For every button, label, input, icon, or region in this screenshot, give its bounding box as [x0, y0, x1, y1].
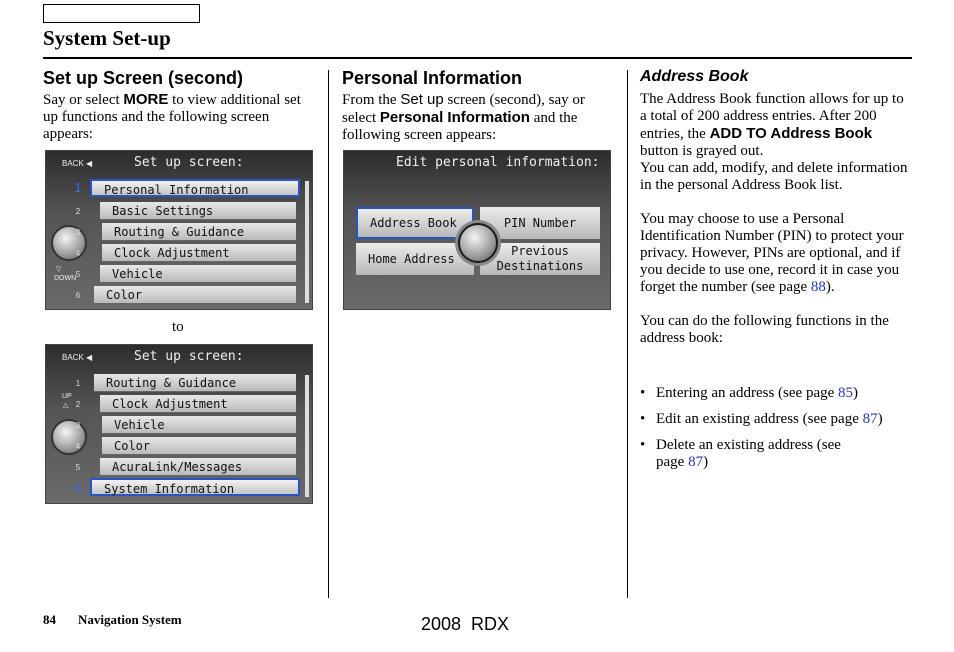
address-book-paragraph-2: You can add, modify, and delete information in the personal Address Book list. [640, 160, 908, 193]
row-number: 2 [75, 400, 81, 409]
up-arrow-icon: △ [63, 402, 69, 409]
back-label[interactable]: BACK ◀ [62, 159, 93, 168]
address-book-button[interactable]: Address Book [356, 207, 474, 239]
row-number: 6 [75, 291, 81, 300]
setup-screen-first [45, 150, 313, 310]
menu-item-clock-adjustment[interactable]: Clock Adjustment [102, 244, 296, 262]
personal-info-intro-text: From the Set up screen (second), say or select Personal Information and the following screen appears: [342, 91, 585, 143]
row-number: 3 [75, 421, 81, 430]
row-number: 5 [75, 463, 81, 472]
functions-paragraph: You can do the following functions in the address book: [640, 313, 889, 346]
pin-paragraph: You may choose to use a Personal Identification Number (PIN) to protect your privacy. However, PINs are optional, and if you decide to use one, record it in case you forget the number (see page 88). [640, 211, 904, 295]
column-divider-2 [627, 70, 628, 598]
page-link-87[interactable]: 87 [688, 454, 704, 470]
joystick-knob-icon [458, 223, 498, 263]
row-number: 1 [75, 379, 81, 388]
setup-intro-text: Say or select MORE to view additional set up functions and the following screen appears: [43, 91, 301, 142]
to-text: to [172, 319, 184, 335]
address-book-text [640, 91, 912, 347]
scrollbar[interactable] [305, 181, 309, 303]
page-link-88[interactable]: 88 [810, 279, 826, 295]
home-address-button[interactable]: Home Address [356, 243, 474, 275]
screen-title: Edit personal information: [396, 155, 600, 170]
list-item: • Delete an existing address (see page 87) [640, 437, 841, 470]
back-label[interactable]: BACK ◀ [62, 353, 93, 362]
header-rule [43, 57, 912, 59]
down-arrow-icon: ▽ [56, 266, 62, 273]
row-number: 6 [74, 481, 82, 496]
menu-item-basic-settings[interactable]: Basic Settings [100, 202, 296, 220]
row-number: 5 [75, 270, 81, 279]
row-number: 3 [75, 228, 81, 237]
row-number: 2 [75, 207, 81, 216]
row-number: 4 [75, 442, 81, 451]
setup-screen-second [45, 344, 313, 504]
menu-item-routing-guidance[interactable]: Routing & Guidance [94, 374, 296, 392]
menu-item-color[interactable]: Color [102, 437, 296, 455]
menu-item-clock-adjustment[interactable]: Clock Adjustment [100, 395, 296, 413]
menu-item-vehicle[interactable]: Vehicle [100, 265, 296, 283]
menu-item-color[interactable]: Color [94, 286, 296, 304]
address-book-paragraph-1: The Address Book function allows for up to a total of 200 address entries. After 200 entries, the ADD TO Address Book button is grayed out. [640, 91, 904, 159]
header-box [43, 4, 200, 23]
page-title: System Set-up [43, 26, 171, 50]
row-number: 4 [75, 249, 81, 258]
page-link-85[interactable]: 85 [838, 385, 854, 401]
scrollbar[interactable] [305, 375, 309, 497]
menu-item-routing-guidance[interactable]: Routing & Guidance [102, 223, 296, 241]
section-heading-personal-information: Personal Information [342, 68, 523, 88]
row-number: 1 [74, 180, 82, 195]
menu-item-vehicle[interactable]: Vehicle [102, 416, 296, 434]
column-divider-1 [328, 70, 329, 598]
page-number: 84 [43, 612, 56, 627]
screen-title: Set up screen: [134, 349, 244, 364]
list-item: • Edit an existing address (see page 87) [640, 411, 883, 427]
model-label: 2008 RDX [421, 614, 510, 634]
previous-destinations-button[interactable]: Previous Destinations [480, 243, 600, 275]
list-item: • Entering an address (see page 85) [640, 385, 859, 401]
page-link-87[interactable]: 87 [862, 411, 878, 427]
footer-label: Navigation System [78, 612, 182, 627]
functions-list [640, 385, 915, 471]
edit-personal-info-screen [343, 150, 611, 310]
section-heading-setup-screen: Set up Screen (second) [43, 68, 244, 88]
menu-item-acuralink-messages[interactable]: AcuraLink/Messages [100, 458, 296, 476]
menu-item-system-information[interactable]: System Information [90, 478, 300, 496]
menu-item-personal-information[interactable]: Personal Information [90, 179, 300, 197]
pin-number-button[interactable]: PIN Number [480, 207, 600, 239]
section-heading-address-book: Address Book [640, 68, 749, 85]
down-label: DOWN [54, 275, 77, 282]
screen-title: Set up screen: [134, 155, 244, 170]
up-label: UP [62, 393, 72, 400]
